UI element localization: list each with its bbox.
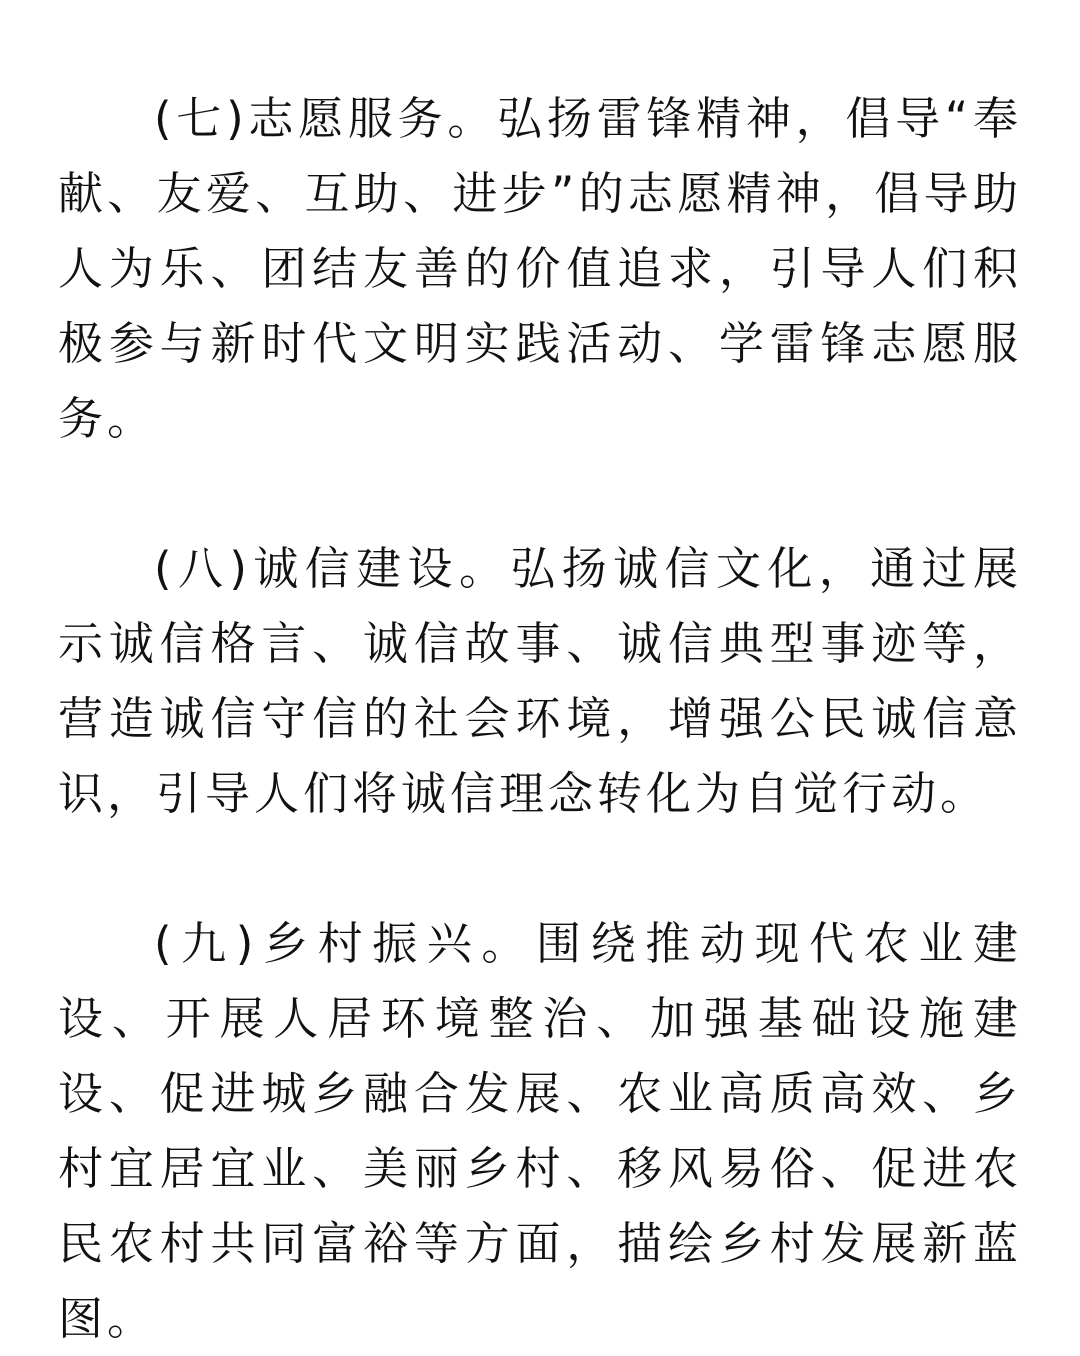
section-rural-revitalization bbox=[58, 906, 1022, 1356]
paragraph-rural-revitalization: (九)乡村振兴。围绕推动现代农业建设、开展人居环境整治、加强基础设施建设、促进城乡融合发展、农业高质高效、乡村宜居宜业、美丽乡村、移风易俗、促进农民农村共同富裕等方面，描绘乡村发展新蓝图。 bbox=[58, 917, 1022, 1345]
section-integrity-building bbox=[58, 531, 1022, 831]
paragraph-volunteer-service: (七)志愿服务。弘扬雷锋精神，倡导“奉献、友爱、互助、进步”的志愿精神，倡导助人为乐、团结友善的价值追求，引导人们积极参与新时代文明实践活动、学雷锋志愿服务。 bbox=[58, 92, 1022, 445]
section-volunteer-service bbox=[58, 81, 1022, 456]
paragraph-integrity-building: (八)诚信建设。弘扬诚信文化，通过展示诚信格言、诚信故事、诚信典型事迹等，营造诚信守信的社会环境，增强公民诚信意识，引导人们将诚信理念转化为自觉行动。 bbox=[58, 542, 1022, 820]
